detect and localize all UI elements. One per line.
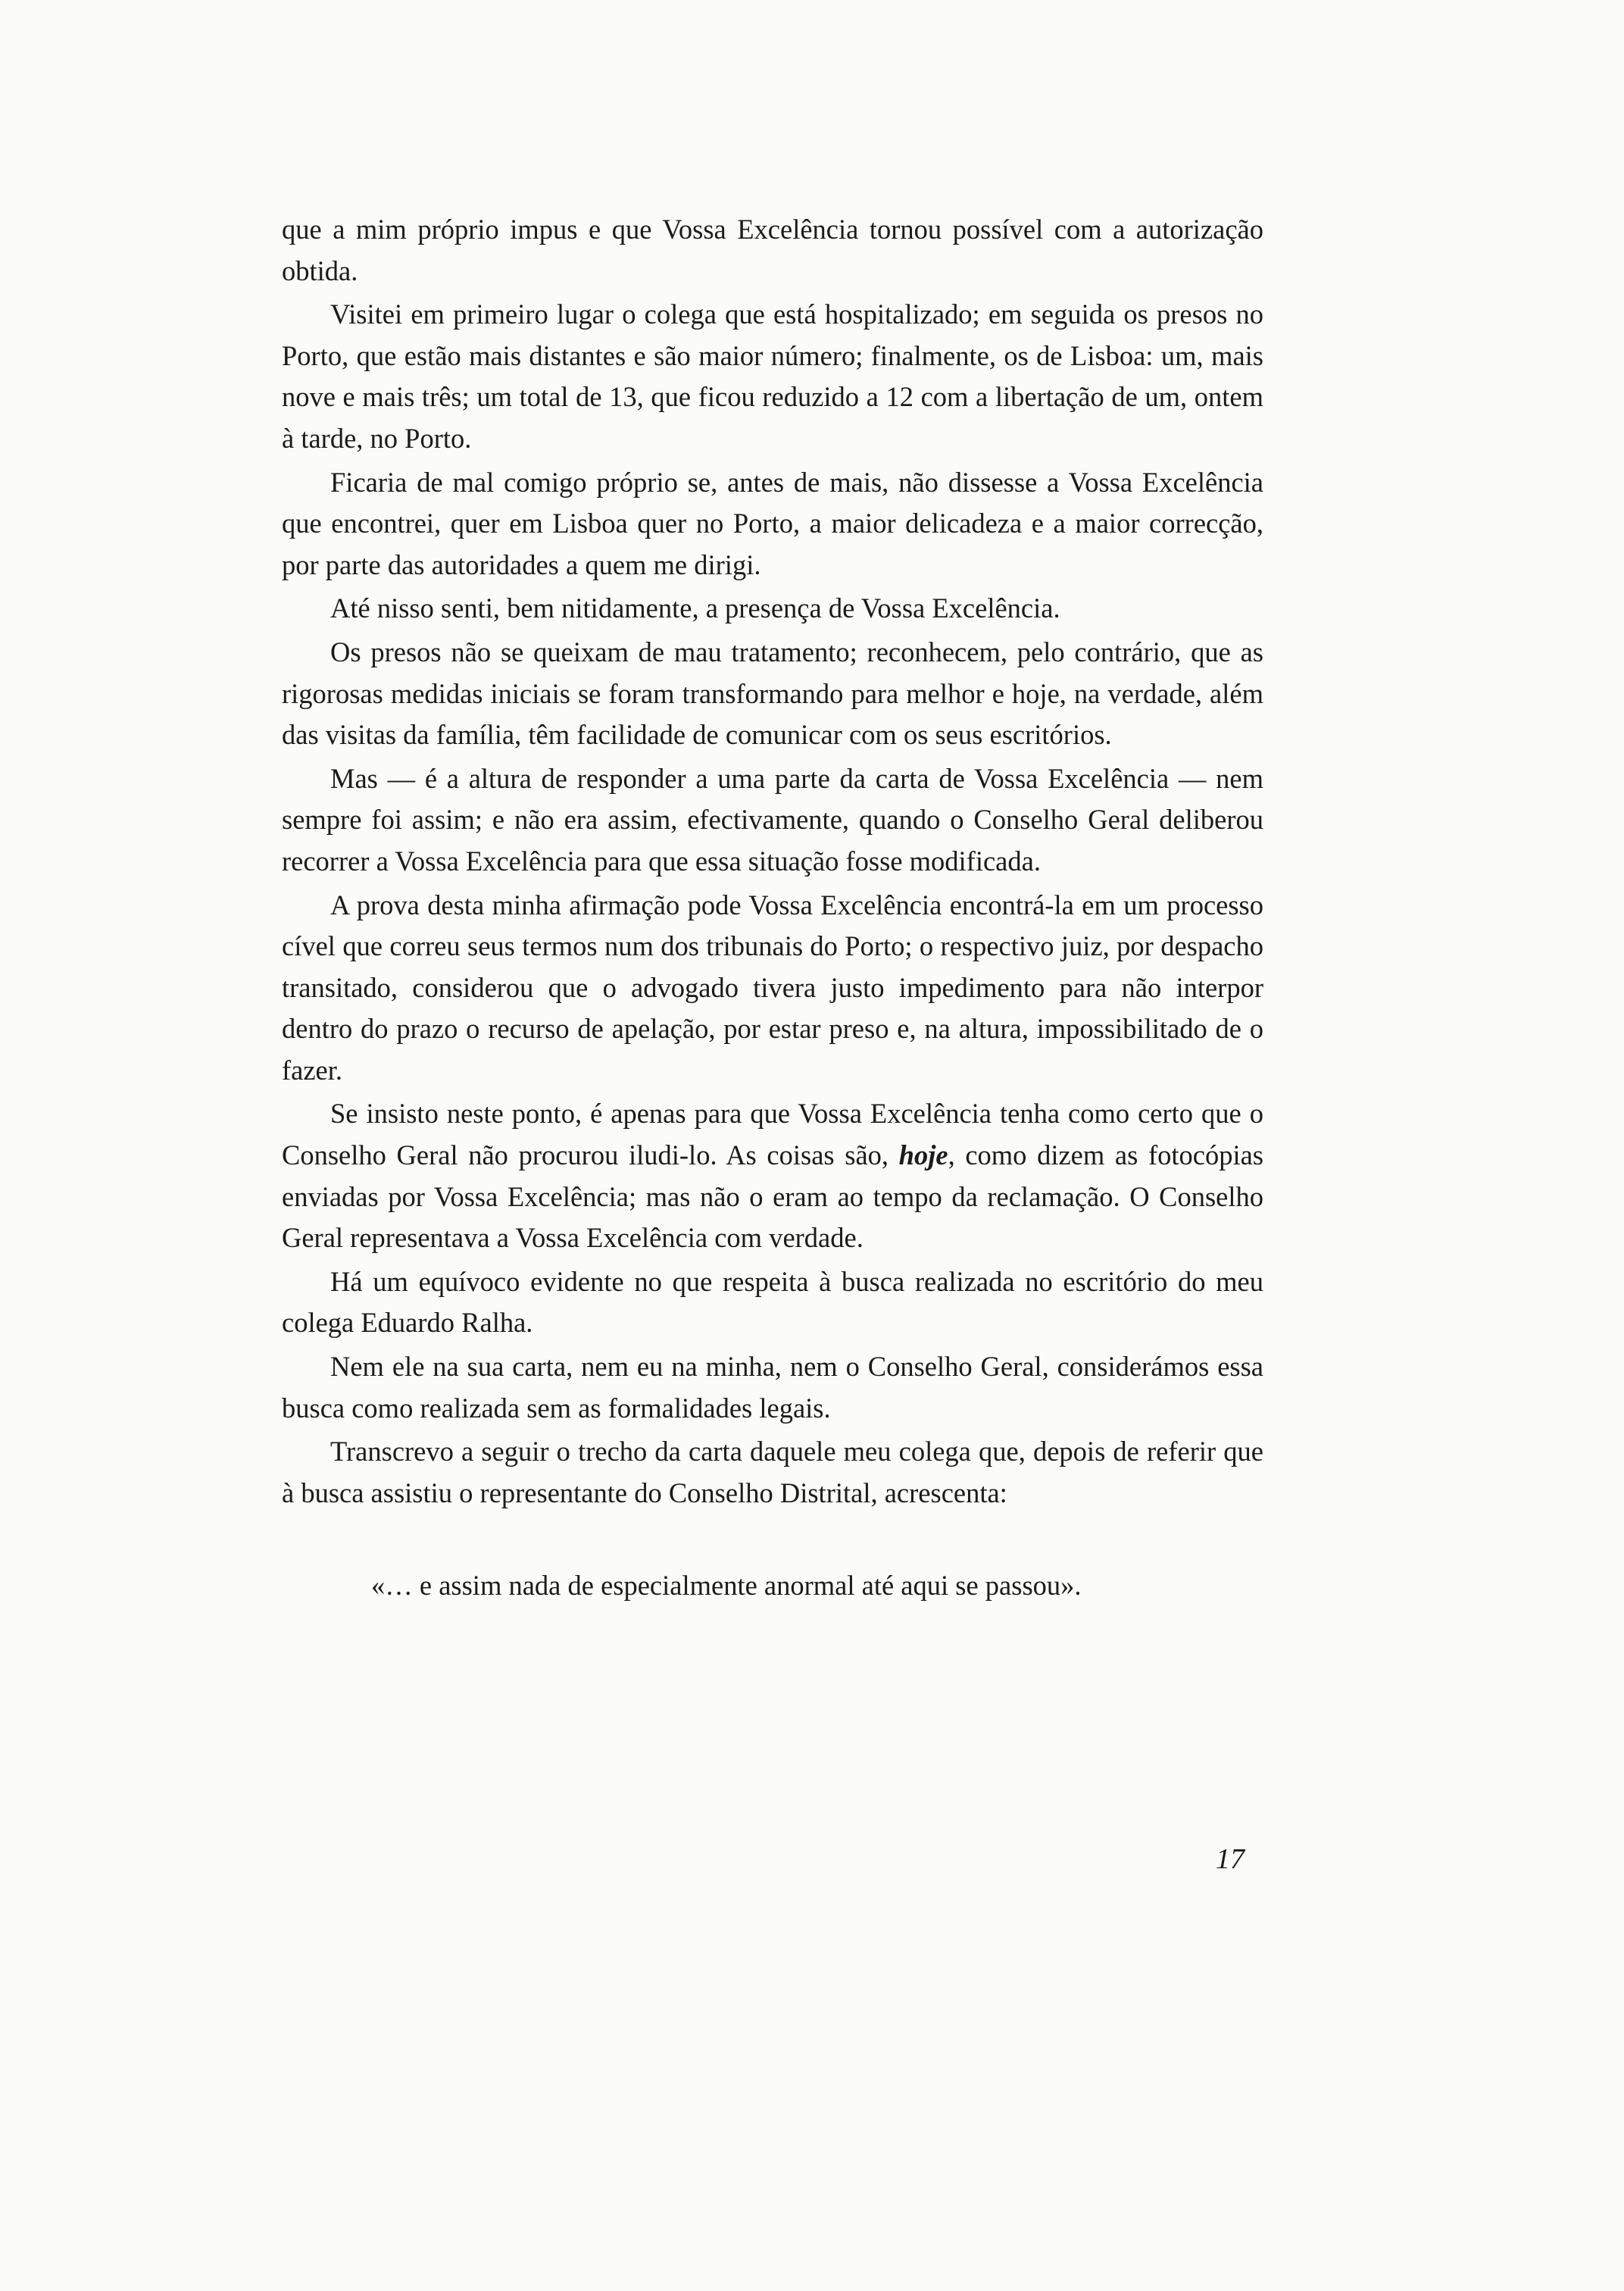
paragraph-text-before: Se insisto neste ponto, é apenas para que Vossa Excelência tenha como certo que o Conselho Geral não procurou iludi-lo. As coisas são, bbox=[282, 1098, 1263, 1171]
paragraph: Mas — é a altura de responder a uma parte da carta de Vossa Excelência — nem sempre foi assim; e não era assim, efectivamente, quando o Conselho Geral deliberou recorrer a Vossa Excelência para que essa situação fosse modificada. bbox=[282, 762, 1263, 877]
letter-body bbox=[282, 209, 1263, 1607]
paragraph: Há um equívoco evidente no que respeita à busca realizada no escritório do meu colega Eduardo Ralha. bbox=[282, 1265, 1263, 1339]
page-number: 17 bbox=[1216, 1843, 1245, 1875]
paragraph: que a mim próprio impus e que Vossa Excelência tornou possível com a autorização obtida. bbox=[282, 214, 1263, 286]
paragraph: Os presos não se queixam de mau tratamento; reconhecem, pelo contrário, que as rigorosas medidas iniciais se foram transformando para melhor e hoje, na verdade, além das visitas da família, têm facilidade de comunicar com os seus escritórios. bbox=[282, 636, 1263, 751]
paragraph: A prova desta minha afirmação pode Vossa Excelência encontrá-la em um processo cível que correu seus termos num dos tribunais do Porto; o respectivo juiz, por despacho transitado, considerou que o advogado tivera justo impedimento para não interpor dentro do prazo o recurso de apelação, por estar preso e, na altura, impossibilitado de o fazer. bbox=[282, 889, 1263, 1086]
paragraph: Até nisso senti, bem nitidamente, a presença de Vossa Excelência. bbox=[330, 592, 1060, 624]
paragraph-text-after: , como dizem as fotocópias enviadas por Vossa Excelência; mas não o eram ao tempo da reclamação. O Conselho Geral representava a Vossa Excelência com verdade. bbox=[282, 1139, 1263, 1254]
paragraph: Nem ele na sua carta, nem eu na minha, nem o Conselho Geral, considerámos essa busca como realizada sem as formalidades legais. bbox=[282, 1351, 1263, 1424]
paragraph: Transcrevo a seguir o trecho da carta daquele meu colega que, depois de referir que à busca assistiu o representante do Conselho Distrital, acrescenta: bbox=[282, 1436, 1263, 1508]
paragraph: Visitei em primeiro lugar o colega que está hospitalizado; em seguida os presos no Porto, que estão mais distantes e são maior número; finalmente, os de Lisboa: um, mais nove e mais três; um total de 13, que ficou reduzido a 12 com a libertação de um, ontem à tarde, no Porto. bbox=[282, 298, 1263, 454]
quoted-excerpt: «… e assim nada de especialmente anormal até aqui se passou». bbox=[371, 1570, 1082, 1602]
emphasized-word: hoje bbox=[898, 1139, 948, 1171]
paragraph: Ficaria de mal comigo próprio se, antes de mais, não dissesse a Vossa Excelência que encontrei, quer em Lisboa quer no Porto, a maior delicadeza e a maior correcção, por parte das autoridades a quem me dirigi. bbox=[282, 466, 1263, 580]
paragraph-with-emphasis bbox=[282, 1093, 1263, 1258]
